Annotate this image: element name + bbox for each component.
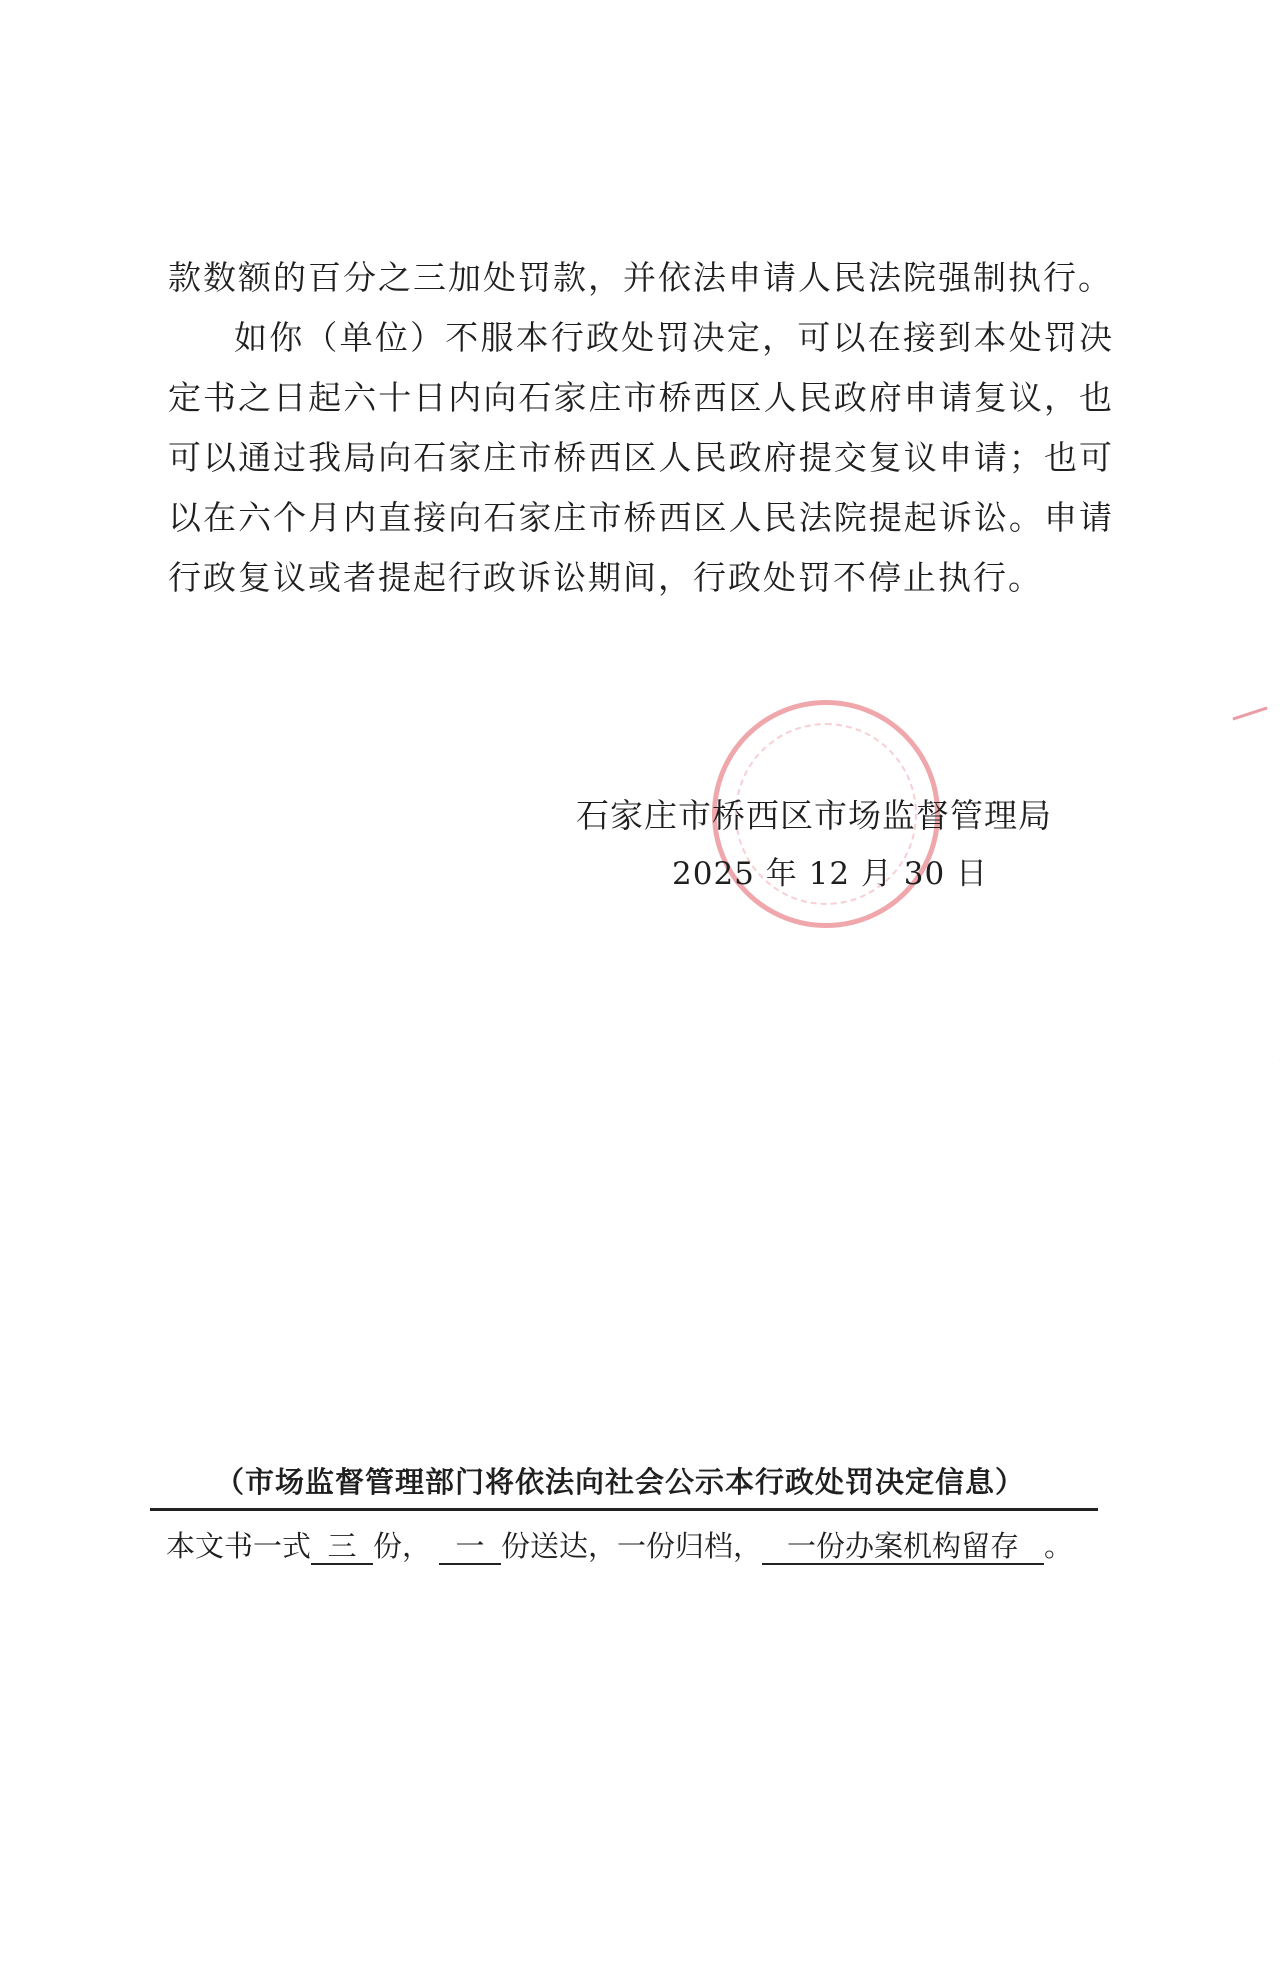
copies-delivered-field: 一 xyxy=(439,1529,501,1565)
copies-statement xyxy=(166,1524,1073,1565)
paragraph-continuation: 款数额的百分之三加处罚款，并依法申请人民法院强制执行。 xyxy=(168,258,1113,297)
copies-retained-field: 一份办案机构留存 xyxy=(762,1529,1044,1565)
public-disclosure-notice: （市场监督管理部门将依法向社会公示本行政处罚决定信息） xyxy=(214,1465,1025,1499)
copies-unit: 份， xyxy=(373,1529,432,1563)
decision-body xyxy=(168,248,1114,608)
paragraph-appeal-rights: 如你（单位）不服本行政处罚决定，可以在接到本处罚决定书之日起六十日内向石家庄市桥西区人民政府申请复议，也可以通过我局向石家庄市桥西区人民政府提交复议申请；也可以在六个月内直接向石家庄市桥西区人民法院提起诉讼。申请行政复议或者提起行政诉讼期间，行政处罚不停止执行。 xyxy=(168,318,1114,597)
edge-seal-mark xyxy=(1232,707,1267,721)
copies-end: 。 xyxy=(1044,1529,1074,1563)
copies-total-field: 三 xyxy=(311,1529,373,1565)
issue-date: 2025 年 12 月 30 日 xyxy=(672,856,989,892)
issuing-organization: 石家庄市桥西区市场监督管理局 xyxy=(576,796,1052,835)
footer-divider xyxy=(150,1508,1098,1511)
copies-prefix: 本文书一式 xyxy=(166,1529,312,1563)
copies-mid: 份送达，一份归档， xyxy=(501,1529,763,1563)
edge-seal-fragment xyxy=(1160,860,1280,1090)
